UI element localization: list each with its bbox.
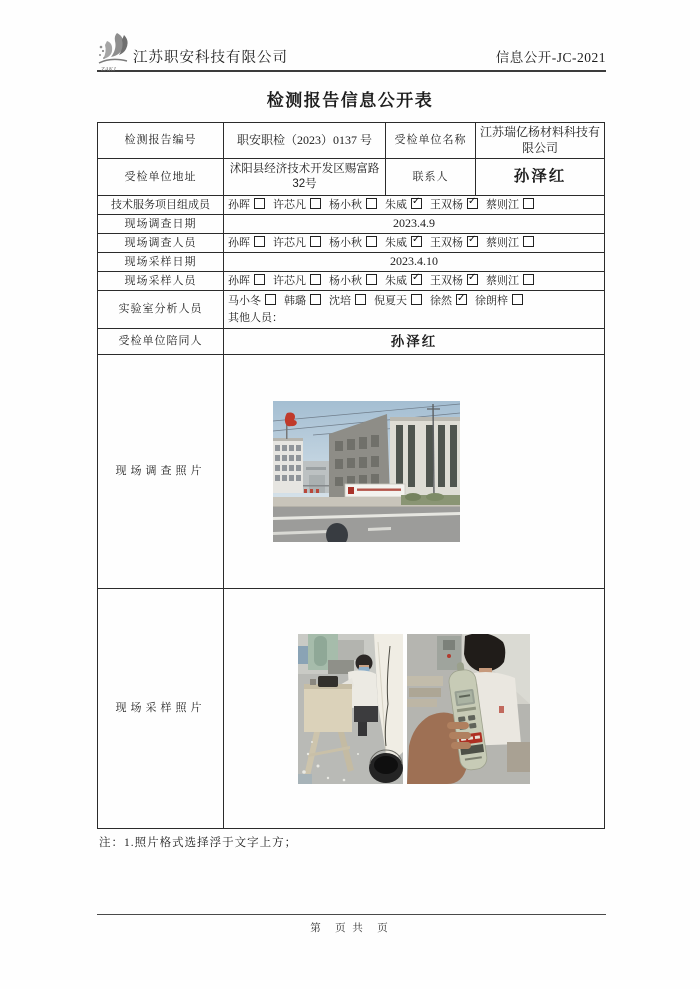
member-item [385,275,422,287]
member-name: 杨小秋 [329,198,362,211]
member-name: 王双杨 [430,274,463,287]
member-item [273,199,321,211]
sampling-photo-cell [224,589,605,829]
member-name: 许芯凡 [273,274,306,287]
logo-text: ZAKJ [101,66,116,73]
checkbox-unchecked-icon [310,274,321,285]
project-team-members [224,196,605,215]
companion-value: 孙泽红 [224,329,605,355]
checkbox-unchecked-icon [310,198,321,209]
member-item [430,295,467,307]
survey-date-label: 现场调查日期 [98,215,224,234]
member-item [430,237,478,249]
member-item [486,275,534,287]
client-name-value: 江苏瑞亿杨材料科技有限公司 [476,123,605,159]
checkbox-unchecked-icon [254,274,265,285]
member-name: 蔡则江 [486,198,519,211]
member-item [228,275,265,287]
contact-value: 孙泽红 [476,159,605,196]
lab-other-label: 其他人员： [228,311,283,324]
companion-label: 受检单位陪同人 [98,329,224,355]
checkbox-unchecked-icon [523,236,534,247]
checkbox-unchecked-icon [310,236,321,247]
member-name: 许芯凡 [273,198,306,211]
member-item [273,237,321,249]
member-name: 朱威 [385,274,407,287]
member-item [486,199,534,211]
survey-staff-members [224,234,605,253]
checkbox-unchecked-icon [310,294,321,305]
sampling-photo-left-image [298,634,403,784]
checkbox-unchecked-icon [523,274,534,285]
checkbox-unchecked-icon [366,274,377,285]
member-item [284,295,321,307]
doc-code: 信息公开-JC-2021 [495,50,606,65]
sampling-staff-label: 现场采样人员 [98,272,224,291]
member-item [329,295,366,307]
member-item [385,199,422,211]
report-no-value: 职安职检（2023）0137 号 [224,123,386,159]
member-name: 杨小秋 [329,236,362,249]
member-item [228,199,265,211]
checkbox-unchecked-icon [411,294,422,305]
project-team-label: 技术服务项目组成员 [98,196,224,215]
member-name: 徐朗梓 [475,295,508,308]
checkbox-checked-icon [467,198,478,209]
client-addr-label: 受检单位地址 [98,159,224,196]
checkbox-checked-icon [411,236,422,247]
checkbox-unchecked-icon [366,198,377,209]
member-name: 韩璐 [284,295,306,308]
member-name: 朱威 [385,236,407,249]
contact-label: 联系人 [386,159,476,196]
member-name: 许芯凡 [273,236,306,249]
member-name: 蔡则江 [486,274,519,287]
lab-staff-label: 实验室分析人员 [98,291,224,329]
sampling-date-value: 2023.4.10 [224,253,605,272]
survey-photo-cell [224,355,605,589]
member-name: 孙晖 [228,236,250,249]
member-item [329,199,377,211]
member-name: 孙晖 [228,198,250,211]
checkbox-unchecked-icon [512,294,523,305]
company-name: 江苏职安科技有限公司 [133,50,288,66]
checkbox-unchecked-icon [265,294,276,305]
page-title: 检测报告信息公开表 [266,91,434,110]
member-item [228,237,265,249]
lab-staff-members [228,294,600,308]
member-name: 倪夏天 [374,295,407,308]
survey-photo-image [273,401,460,542]
member-item [385,237,422,249]
header-brand [97,28,288,73]
page-header [97,26,606,72]
member-item [273,275,321,287]
checkbox-unchecked-icon [254,236,265,247]
survey-photo-label: 现场调查照片 [98,355,224,589]
member-item [374,295,422,307]
member-name: 沈培 [329,295,351,308]
sampling-staff-members [224,272,605,291]
member-item [329,275,377,287]
member-name: 孙晖 [228,274,250,287]
sampling-photo-right-image [407,634,530,784]
form-table [97,122,605,829]
checkbox-checked-icon [467,236,478,247]
survey-date-value: 2023.4.9 [224,215,605,234]
note-text: 注：1.照片格式选择浮于文字上方； [99,837,298,849]
member-item [430,275,478,287]
member-name: 徐然 [430,295,452,308]
lab-staff-cell [224,291,605,329]
footer-divider [97,914,606,915]
checkbox-unchecked-icon [523,198,534,209]
member-item [430,199,478,211]
checkbox-checked-icon [456,294,467,305]
member-item [475,295,523,307]
checkbox-checked-icon [411,198,422,209]
member-name: 蔡则江 [486,236,519,249]
sampling-photo-label: 现场采样照片 [98,589,224,829]
member-name: 王双杨 [430,198,463,211]
company-logo-icon [97,31,131,73]
client-name-label: 受检单位名称 [386,123,476,159]
member-name: 杨小秋 [329,274,362,287]
checkbox-checked-icon [467,274,478,285]
member-name: 马小冬 [228,295,261,308]
member-name: 朱威 [385,198,407,211]
checkbox-unchecked-icon [366,236,377,247]
member-item [486,237,534,249]
member-item [329,237,377,249]
member-name: 王双杨 [430,236,463,249]
member-item [228,295,276,307]
checkbox-unchecked-icon [254,198,265,209]
page-number-text: 第 页 共 页 [310,923,390,934]
client-addr-value: 沭阳县经济技术开发区赐富路32号 [224,159,386,196]
survey-staff-label: 现场调查人员 [98,234,224,253]
report-no-label: 检测报告编号 [98,123,224,159]
checkbox-unchecked-icon [355,294,366,305]
checkbox-checked-icon [411,274,422,285]
sampling-date-label: 现场采样日期 [98,253,224,272]
